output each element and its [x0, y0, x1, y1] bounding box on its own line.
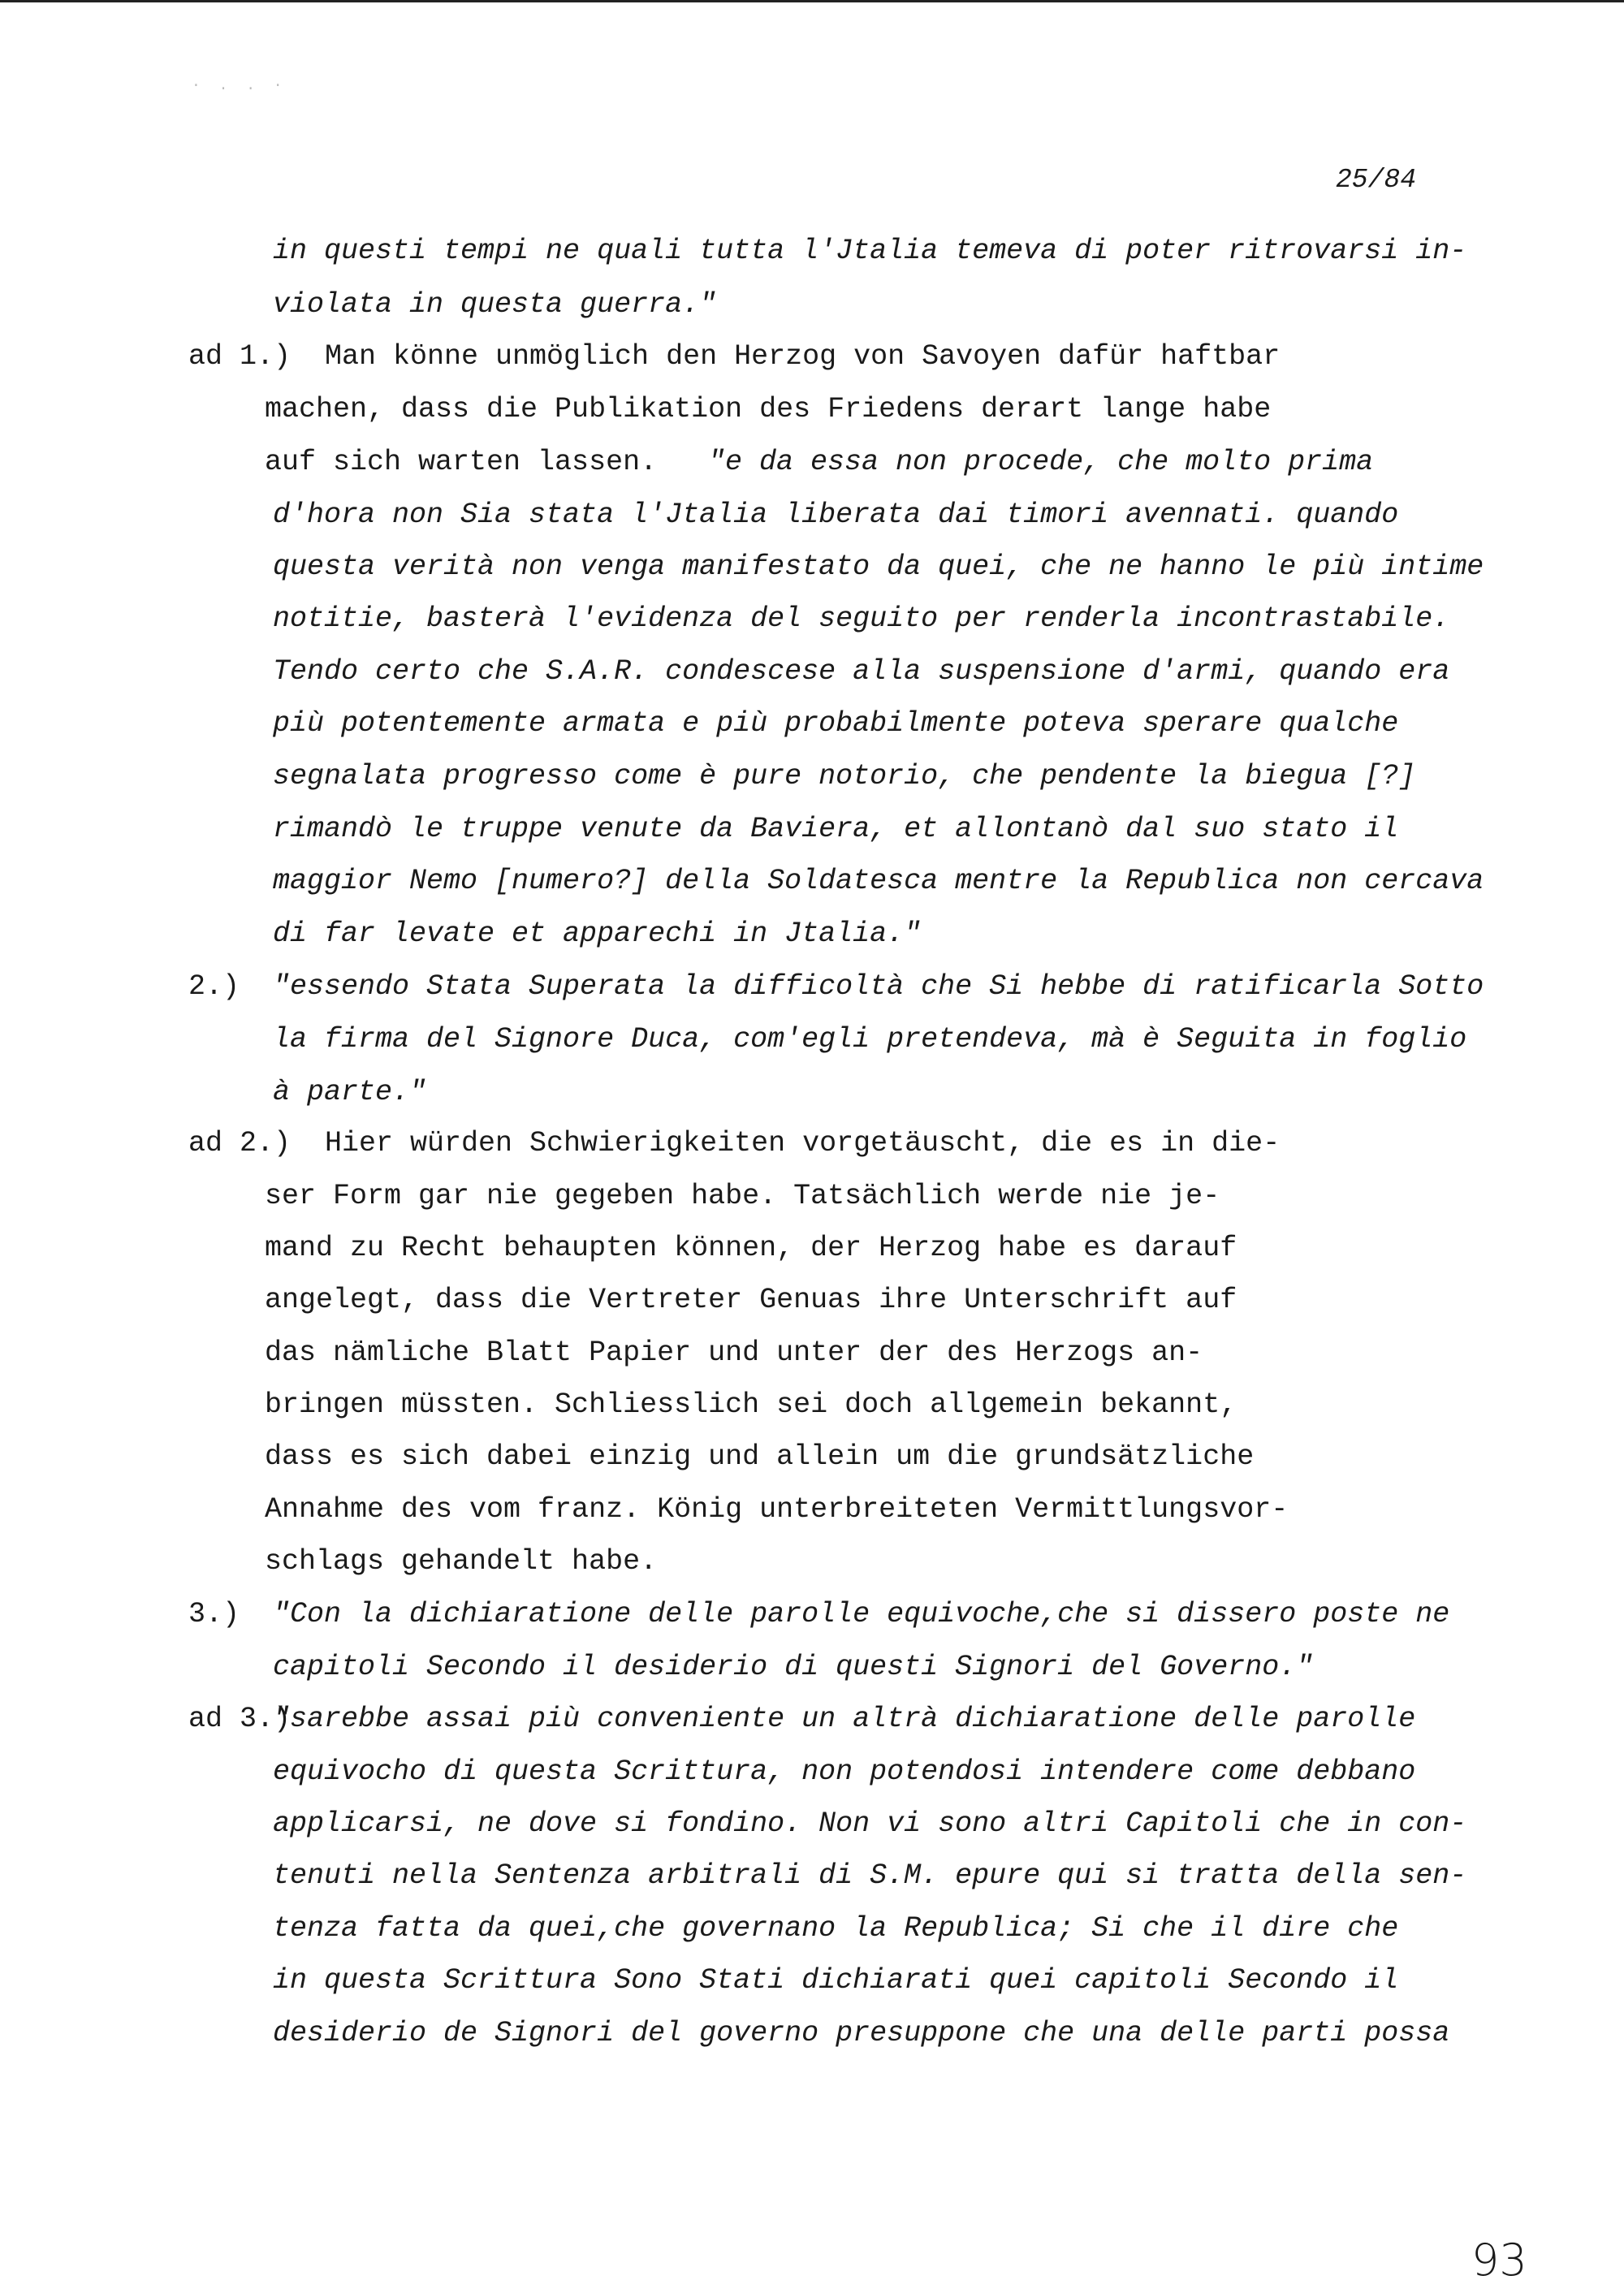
text-line: capitoli Secondo il desiderio di questi Signori del Governo." [273, 1651, 1314, 1683]
text-line: segnalata progresso come è pure notorio, che pendente la biegua [?] [273, 760, 1416, 792]
top-border [0, 0, 1624, 2]
text-line: mand zu Recht behaupten können, der Herzog habe es darauf [265, 1232, 1237, 1264]
text-line: più potentemente armata e più probabilmente poteva sperare qualche [273, 707, 1399, 740]
text-line: tenza fatta da quei,che governano la Republica; Si che il dire che [273, 1912, 1399, 1945]
scan-artifact: · . . · [192, 78, 287, 94]
text-line: à parte." [273, 1076, 427, 1108]
text-line: violata in questa guerra." [273, 288, 717, 321]
text-line: schlags gehandelt habe. [265, 1545, 658, 1578]
text-line: machen, dass die Publikation des Friedens derart lange habe [265, 393, 1272, 425]
text-line: d'hora non Sia stata l'Jtalia liberata dai timori avennati. quando [273, 499, 1399, 531]
text-line: questa verità non venga manifestato da quei, che ne hanno le più intime [273, 551, 1484, 583]
text-line: applicarsi, ne dove si fondino. Non vi sono altri Capitoli che in con- [273, 1807, 1467, 1840]
label-ad-3: ad 3.) [188, 1703, 292, 1735]
text-line: tenuti nella Sentenza arbitrali di S.M. epure qui si tratta della sen- [273, 1859, 1467, 1892]
text-line: dass es sich dabei einzig und allein um die grundsätzliche [265, 1440, 1255, 1473]
archive-stamp-number: 93 [1471, 2235, 1527, 2286]
text-line: auf sich warten lassen. [265, 446, 658, 478]
text-line: "essendo Stata Superata la difficoltà che Si hebbe di ratificarla Sotto [273, 970, 1484, 1003]
text-line: la firma del Signore Duca, com'egli pretendeva, mà è Seguita in foglio [273, 1023, 1467, 1056]
text-line: angelegt, dass die Vertreter Genuas ihre Unterschrift auf [265, 1284, 1237, 1316]
text-line: rimandò le truppe venute da Baviera, et allontanò dal suo stato il [273, 813, 1399, 845]
label-ad-1: ad 1.) [188, 340, 292, 373]
text-line: equivocho di questa Scrittura, non potendosi intendere come debbano [273, 1755, 1416, 1788]
text-line: Man könne unmöglich den Herzog von Savoyen dafür haftbar [325, 340, 1281, 373]
page-number: 25/84 [1336, 165, 1417, 195]
text-line: in questa Scrittura Sono Stati dichiarati quei capitoli Secondo il [273, 1964, 1399, 1997]
text-line: in questi tempi ne quali tutta l'Jtalia temeva di poter ritrovarsi in- [273, 235, 1467, 267]
text-line: Hier würden Schwierigkeiten vorgetäuscht, die es in die- [325, 1127, 1281, 1159]
text-line: maggior Nemo [numero?] della Soldatesca mentre la Republica non cercava [273, 865, 1484, 897]
label-3: 3.) [188, 1598, 240, 1630]
text-line: di far levate et apparechi in Jtalia." [273, 918, 922, 950]
text-line: Tendo certo che S.A.R. condescese alla suspensione d'armi, quando era [273, 655, 1450, 688]
text-line: bringen müssten. Schliesslich sei doch allgemein bekannt, [265, 1388, 1237, 1421]
text-line: ser Form gar nie gegeben habe. Tatsächlich werde nie je- [265, 1180, 1220, 1212]
text-line: notitie, basterà l'evidenza del seguito per renderla incontrastabile. [273, 602, 1450, 635]
label-2: 2.) [188, 970, 240, 1003]
text-line: "Con la dichiaratione delle parolle equivoche,che si dissero poste ne [273, 1598, 1450, 1630]
text-line: desiderio de Signori del governo presuppone che una delle parti possa [273, 2017, 1450, 2049]
text-line: das nämliche Blatt Papier und unter der des Herzogs an- [265, 1337, 1203, 1369]
label-ad-2: ad 2.) [188, 1127, 292, 1159]
text-line: Annahme des vom franz. König unterbreiteten Vermittlungsvor- [265, 1493, 1289, 1526]
text-line: "sarebbe assai più conveniente un altrà dichiaratione delle parolle [273, 1703, 1416, 1735]
text-line: "e da essa non procede, che molto prima [708, 446, 1374, 478]
